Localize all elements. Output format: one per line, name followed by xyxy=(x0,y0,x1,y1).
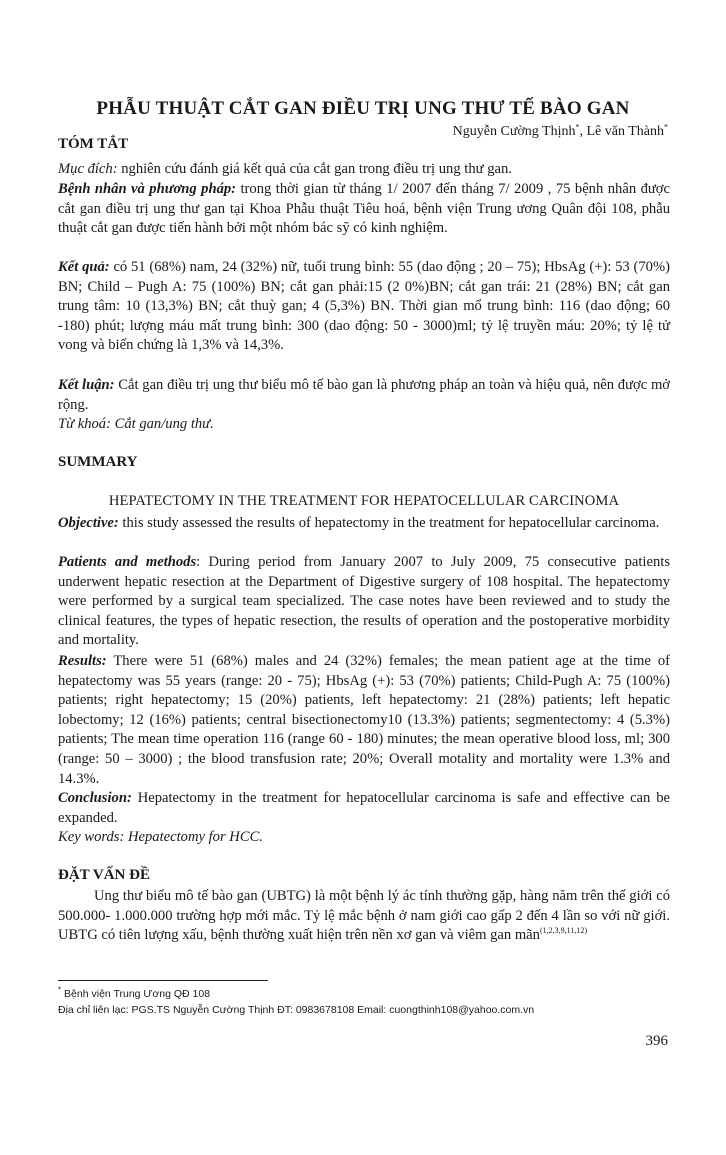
author-1: Nguyễn Cường Thịnh xyxy=(452,124,576,139)
paper-title: PHẪU THUẬT CẮT GAN ĐIỀU TRỊ UNG THƯ TẾ BÀO GAN xyxy=(96,98,630,119)
en-methods-label: Patients and methods xyxy=(58,554,197,570)
footnote-affiliation xyxy=(58,987,210,1002)
author-separator: , xyxy=(579,124,587,139)
en-paper-title: HEPATECTOMY IN THE TREATMENT FOR HEPATOCELLULAR CARCINOMA xyxy=(108,493,620,509)
en-objective-text: this study assessed the results of hepatectomy in the treatment for hepatocellular carcinoma. xyxy=(118,515,660,531)
author-2-mark: * xyxy=(664,122,668,132)
intro-text: Ung thư biểu mô tế bào gan (UBTG) là một bệnh lý ác tính thường gặp, hàng năm trên thế giới có 500.000- 1.000.000 trường hợp mới mắc. Tỷ lệ mắc bệnh ở nam giới cao gấp 2 đến 4 lần so với nữ giới. UBTG có tiên lượng xấu, bệnh thường xuất hiện trên nền xơ gan và viêm gan mãn xyxy=(58,888,670,944)
vn-methods-text: trong thời gian từ tháng 1/ 2007 đến tháng 7/ 2009 , 75 bệnh nhân được cắt gan điều trị ung thư gan tại Khoa Phẫu thuật Tiêu hoá, bệnh viện Trung ương Quân đội 108, phẫu thuật cắt gan được tiến hành bởi một nhóm bác sỹ có kinh nghiệm. xyxy=(58,181,670,237)
en-objective xyxy=(58,514,670,534)
footnote-affiliation-text: Bệnh viện Trung Ương QĐ 108 xyxy=(61,988,211,1000)
intro-paragraph xyxy=(58,887,670,946)
vn-objective-label: Mục đích: xyxy=(58,161,118,177)
vn-conclusion-text: Cắt gan điều trị ung thư biểu mô tế bào gan là phương pháp an toàn và hiệu quả, nên được mở rộng. xyxy=(58,377,671,413)
footnote-divider xyxy=(58,980,268,981)
en-keywords-text: Key words: Hepatectomy for HCC. xyxy=(58,829,263,845)
en-methods-text: : During period from January 2007 to July 2009, 75 consecutive patients underwent hepatic resection at the Department of Digestive surgery of 108 hospital. The hepatectomy were performed by a surgical team specialized. The case notes have been reviewed and to study the clinical features, the types of hepatic resection, the results of operation and the postoperative morbidity and mortality. xyxy=(58,554,670,649)
en-results-label: Results: xyxy=(58,653,107,669)
vn-results-text: có 51 (68%) nam, 24 (32%) nữ, tuổi trung bình: 55 (dao động ; 20 – 75); HbsAg (+): 53 (70%) BN; Child – Pugh A: 75 (100%) BN; cắt gan phải:15 (2 0%)BN; cắt gan trái: 21 (28%) BN; cắt gan trung tâm: 10 (13,3%) BN; cắt thuỳ gan; 4 (5,3%) BN. Thời gian mổ trung bình: 116 (dao động; 60 -180) phút; lượng máu mất trung bình: 300 (dao động: 50 - 3000)ml; tỷ lệ truyền máu: 20%; tỷ lệ tử vong và biến chứng là 1,3% và 14,3%. xyxy=(58,259,670,354)
en-keywords xyxy=(58,828,670,848)
vn-keywords-text: Từ khoá: Cắt gan/ung thư. xyxy=(58,416,214,432)
en-objective-label: Objective: xyxy=(58,515,119,531)
vn-conclusion xyxy=(58,376,670,415)
vn-methods-label: Bệnh nhân và phương pháp: xyxy=(58,181,237,197)
en-results xyxy=(58,652,670,789)
en-conclusion xyxy=(58,789,670,828)
en-results-text: There were 51 (68%) males and 24 (32%) females; the mean patient age at the time of hepatectomy was 55 years (range: 20 - 75); HbsAg (+): 53 (70%) patients; Child-Pugh A: 75 (100%) patients; right hepatectomy; 15 (20%) patients, left hepatectomy: 21 (28%) patients; left hepatic lobectomy; 12 (16%) patients; central bisectionectomy10 (13.3%) patients; segmentectomy: 4 (5.3%) patients; The mean time operation 116 (range 60 - 180) minutes; the mean operative blood loss, ml; 300 (range: 50 – 3000) ; the blood transfusion rate; 20%; Overall motality and mortality were 1.3% and 14.3%. xyxy=(58,653,670,787)
vn-keywords xyxy=(58,415,670,435)
author-2: Lê văn Thành xyxy=(586,124,664,139)
en-methods xyxy=(58,553,670,651)
vn-abstract-heading: TÓM TẮT xyxy=(58,136,129,152)
summary-heading: SUMMARY xyxy=(58,454,138,470)
footnote-mark: * xyxy=(58,985,62,995)
intro-heading: ĐẶT VẤN ĐỀ xyxy=(58,867,150,883)
vn-results-label: Kết quả: xyxy=(58,259,110,275)
vn-objective-text: nghiên cứu đánh giá kết quả của cắt gan trong điều trị ung thư gan. xyxy=(117,161,512,177)
page-number: 396 xyxy=(645,1033,668,1049)
vn-conclusion-label: Kết luận: xyxy=(58,377,115,393)
intro-refs: (1,2,3,9,11,12) xyxy=(539,926,587,936)
vn-objective xyxy=(58,160,670,180)
footnote-contact: Địa chỉ liên lạc: PGS.TS Nguyễn Cường Thịnh ĐT: 0983678108 Email: cuongthinh108@yahoo.com.vn xyxy=(58,1004,535,1016)
vn-results xyxy=(58,258,670,356)
en-conclusion-text: Hepatectomy in the treatment for hepatocellular carcinoma is safe and effective can be expanded. xyxy=(58,790,670,826)
en-conclusion-label: Conclusion: xyxy=(58,790,132,806)
authors-line xyxy=(453,124,668,140)
vn-methods xyxy=(58,180,670,239)
author-1-mark: * xyxy=(575,122,580,132)
